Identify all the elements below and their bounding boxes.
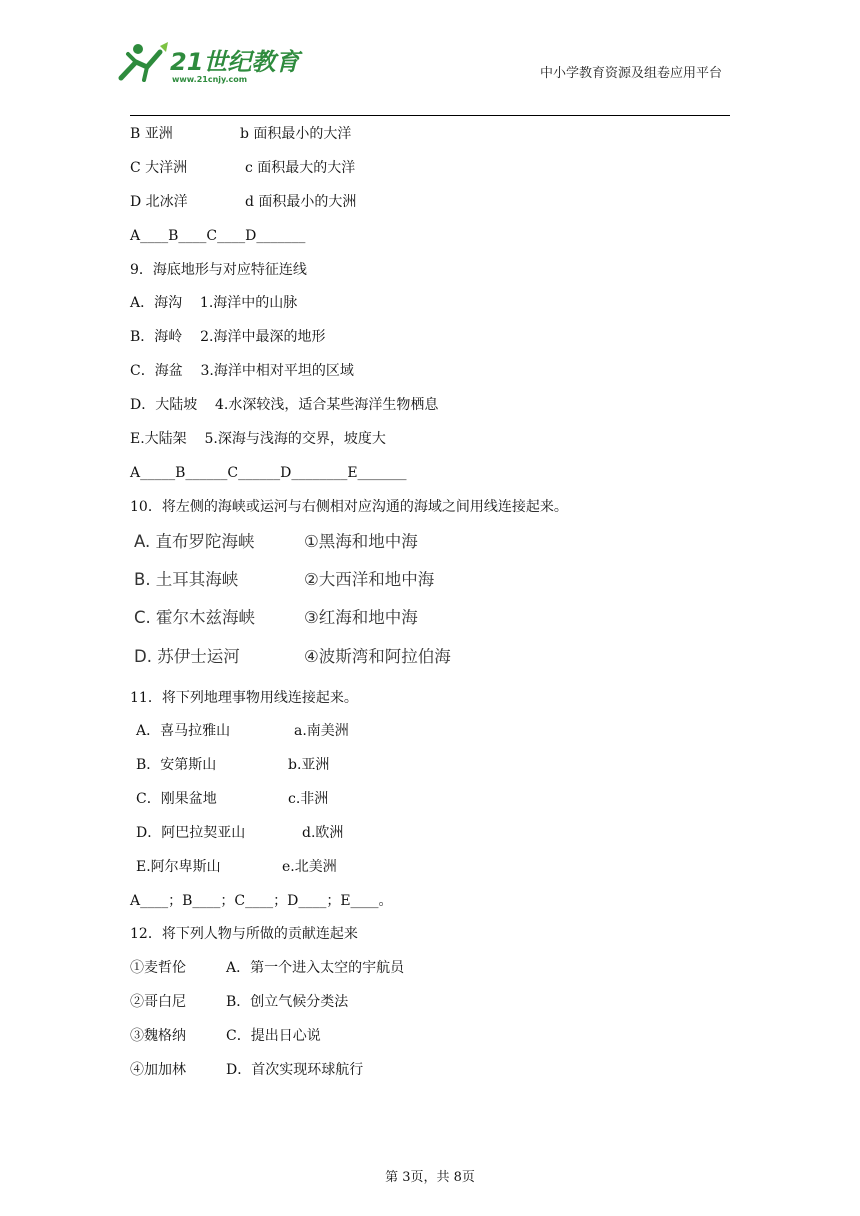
q12-left: ③魏格纳 [130,1028,186,1044]
q9-row: E.大陆架 5.深海与浅海的交界，坡度大 [130,431,386,447]
platform-name: 中小学教育资源及组卷应用平台 [539,66,722,81]
q11-left: B．安第斯山 [136,757,217,773]
q9-row: A．海沟 1.海洋中的山脉 [130,295,298,311]
logo-text: 21世纪教育 [170,48,300,76]
q11-right: a.南美洲 [294,723,349,739]
q12-right: C．提出日心说 [226,1028,321,1044]
q11-answer: A____；B____；C____；D____；E____。 [130,893,393,909]
q12-right: D．首次实现环球航行 [226,1062,364,1078]
q8-answer: A____B____C____D_______ [130,228,306,244]
q11-right: d.欧洲 [302,825,344,841]
q10-right: ②大西洋和地中海 [304,570,435,589]
q8-row: D 北冰洋 d 面积最小的大洲 [130,194,357,210]
q9-row: B．海岭 2.海洋中最深的地形 [130,329,326,345]
q12-left: ②哥白尼 [130,994,186,1010]
q12-title: 12．将下列人物与所做的贡献连起来 [130,926,358,942]
q11-left: C．刚果盆地 [136,791,217,807]
q10-right: ①黑海和地中海 [304,532,418,551]
q11-left: D．阿巴拉契亚山 [136,825,246,841]
q10-left: C. 霍尔木兹海峡 [134,608,256,627]
q11-right: e.北美洲 [282,859,337,875]
q12-right: A．第一个进入太空的宇航员 [226,960,405,976]
q10-title: 10．将左侧的海峡或运河与右侧相对应沟通的海域之间用线连接起来。 [130,499,568,515]
q11-right: c.非洲 [288,791,329,807]
q10-left: D. 苏伊士运河 [134,647,240,666]
q12-right: B．创立气候分类法 [226,994,349,1010]
runner-icon [121,42,168,80]
q12-left: ④加加林 [130,1062,186,1078]
q10-right: ③红海和地中海 [304,608,418,627]
q11-right: b.亚洲 [288,757,330,773]
q8-row: C 大洋洲 c 面积最大的大洋 [130,160,356,176]
21cnjy-logo [116,40,300,86]
page-number: 第 3页，共 8页 [385,1170,475,1185]
q9-row: C．海盆 3.海洋中相对平坦的区域 [130,363,354,379]
header-divider [130,115,730,116]
q10-left: A. 直布罗陀海峡 [134,532,255,551]
q9-row: D．大陆坡 4.水深较浅，适合某些海洋生物栖息 [130,397,439,413]
q11-title: 11．将下列地理事物用线连接起来。 [130,690,358,706]
q10-left: B. 土耳其海峡 [134,570,239,589]
q9-answer: A_____B______C______D________E_______ [130,465,407,481]
q11-left: A．喜马拉雅山 [136,723,231,739]
q12-left: ①麦哲伦 [130,960,186,976]
logo-url: www.21cnjy.com [172,75,248,84]
q8-row: B 亚洲 b 面积最小的大洋 [130,126,352,142]
q11-left: E.阿尔卑斯山 [136,859,221,875]
q10-right: ④波斯湾和阿拉伯海 [304,647,451,666]
q9-title: 9．海底地形与对应特征连线 [130,262,307,278]
